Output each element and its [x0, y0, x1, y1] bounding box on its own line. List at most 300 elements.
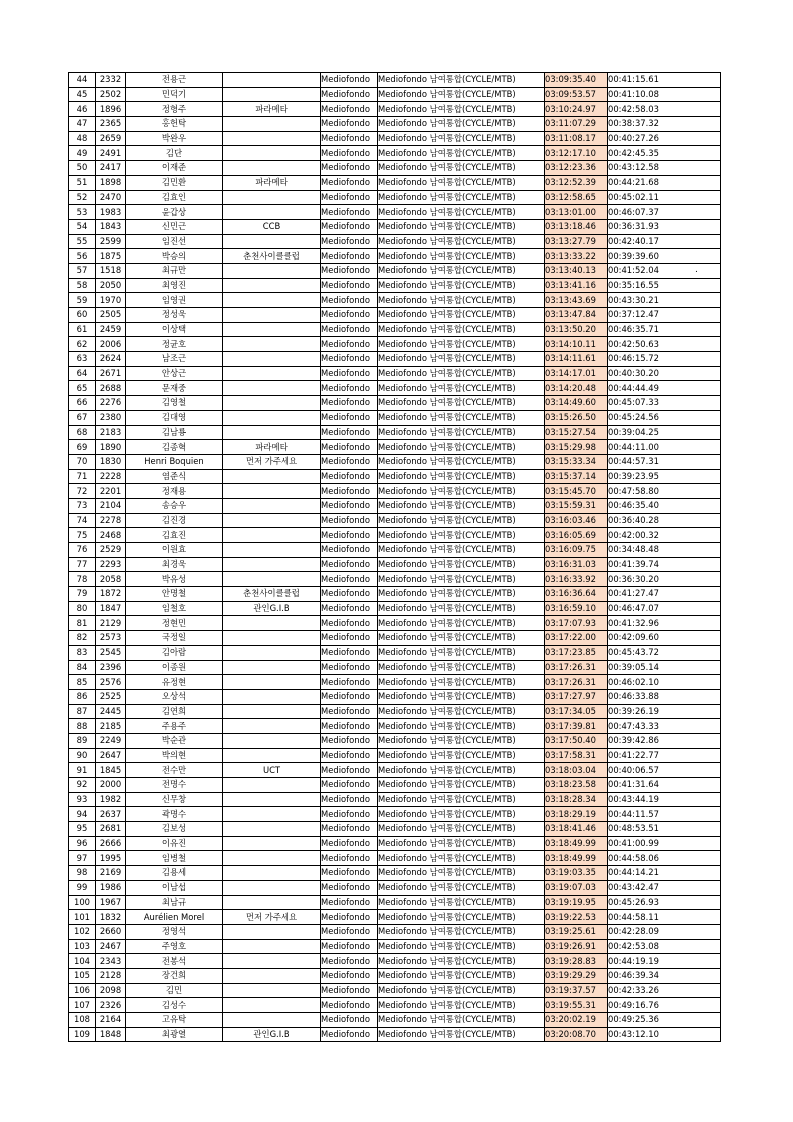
gap-time-cell: 00:43:12.58 [608, 161, 721, 176]
table-row [69, 249, 721, 264]
gap-time-cell: 00:42:09.60 [608, 631, 721, 646]
finish-time-cell: 03:09:35.40 [545, 73, 608, 88]
name-cell: 김효진 [126, 528, 223, 543]
category-cell: Mediofondo 남여통합(CYCLE/MTB) [378, 983, 545, 998]
name-cell: 최남규 [126, 895, 223, 910]
gap-time-cell: 00:39:42.86 [608, 733, 721, 748]
class-cell: Mediofondo [321, 719, 378, 734]
category-cell: Mediofondo 남여통합(CYCLE/MTB) [378, 263, 545, 278]
finish-time-cell: 03:17:26.31 [545, 675, 608, 690]
team-cell [223, 998, 321, 1013]
table-row [69, 396, 721, 411]
class-cell: Mediofondo [321, 675, 378, 690]
team-cell [223, 660, 321, 675]
gap-time-cell: 00:46:35.71 [608, 322, 721, 337]
category-cell: Mediofondo 남여통합(CYCLE/MTB) [378, 631, 545, 646]
finish-time-cell: 03:13:18.46 [545, 219, 608, 234]
table-row [69, 645, 721, 660]
name-cell: 정재용 [126, 484, 223, 499]
bib-cell: 2445 [96, 704, 126, 719]
category-cell: Mediofondo 남여통합(CYCLE/MTB) [378, 557, 545, 572]
rank-cell: 87 [69, 704, 96, 719]
gap-time-cell: 00:46:35.40 [608, 498, 721, 513]
category-cell: Mediofondo 남여통합(CYCLE/MTB) [378, 352, 545, 367]
team-cell [223, 425, 321, 440]
name-cell: 박순관 [126, 733, 223, 748]
name-cell: 이재준 [126, 161, 223, 176]
rank-cell: 65 [69, 381, 96, 396]
finish-time-cell: 03:16:36.64 [545, 587, 608, 602]
bib-cell: 2599 [96, 234, 126, 249]
finish-time-cell: 03:13:40.13 [545, 263, 608, 278]
class-cell: Mediofondo [321, 1027, 378, 1042]
category-cell: Mediofondo 남여통합(CYCLE/MTB) [378, 939, 545, 954]
category-cell: Mediofondo 남여통합(CYCLE/MTB) [378, 587, 545, 602]
category-cell: Mediofondo 남여통합(CYCLE/MTB) [378, 73, 545, 88]
bib-cell: 2278 [96, 513, 126, 528]
table-row [69, 792, 721, 807]
gap-time-cell: 00:47:43.33 [608, 719, 721, 734]
team-cell [223, 410, 321, 425]
table-row [69, 689, 721, 704]
rank-cell: 78 [69, 572, 96, 587]
bib-cell: 2365 [96, 117, 126, 132]
bib-cell: 2129 [96, 616, 126, 631]
class-cell: Mediofondo [321, 587, 378, 602]
class-cell: Mediofondo [321, 410, 378, 425]
rank-cell: 103 [69, 939, 96, 954]
category-cell: Mediofondo 남여통합(CYCLE/MTB) [378, 410, 545, 425]
gap-time-cell: 00:40:27.26 [608, 131, 721, 146]
class-cell: Mediofondo [321, 866, 378, 881]
team-cell [223, 675, 321, 690]
team-cell: 먼저 가주세요 [223, 910, 321, 925]
team-cell [223, 631, 321, 646]
category-cell: Mediofondo 남여통합(CYCLE/MTB) [378, 146, 545, 161]
class-cell: Mediofondo [321, 998, 378, 1013]
finish-time-cell: 03:14:10.11 [545, 337, 608, 352]
bib-cell: 2468 [96, 528, 126, 543]
gap-time-cell: 00:45:24.56 [608, 410, 721, 425]
gap-time-cell: 00:44:21.68 [608, 175, 721, 190]
name-cell: 민덕기 [126, 87, 223, 102]
class-cell: Mediofondo [321, 102, 378, 117]
team-cell [223, 616, 321, 631]
name-cell: 김진경 [126, 513, 223, 528]
finish-time-cell: 03:12:23.36 [545, 161, 608, 176]
name-cell: 박승의 [126, 249, 223, 264]
category-cell: Mediofondo 남여통합(CYCLE/MTB) [378, 454, 545, 469]
category-cell: Mediofondo 남여통합(CYCLE/MTB) [378, 131, 545, 146]
gap-time-cell: 00:47:58.80 [608, 484, 721, 499]
rank-cell: 49 [69, 146, 96, 161]
name-cell: 주용주 [126, 719, 223, 734]
gap-time-cell: 00:44:11.57 [608, 807, 721, 822]
category-cell: Mediofondo 남여통합(CYCLE/MTB) [378, 513, 545, 528]
team-cell [223, 234, 321, 249]
category-cell: Mediofondo 남여통합(CYCLE/MTB) [378, 498, 545, 513]
rank-cell: 95 [69, 822, 96, 837]
class-cell: Mediofondo [321, 469, 378, 484]
finish-time-cell: 03:17:50.40 [545, 733, 608, 748]
gap-time-cell: 00:43:44.19 [608, 792, 721, 807]
class-cell: Mediofondo [321, 880, 378, 895]
class-cell: Mediofondo [321, 263, 378, 278]
name-cell: 김효인 [126, 190, 223, 205]
bib-cell: 2525 [96, 689, 126, 704]
gap-time-cell: 00:38:37.32 [608, 117, 721, 132]
finish-time-cell: 03:15:29.98 [545, 440, 608, 455]
team-cell [223, 1013, 321, 1028]
name-cell: 박유성 [126, 572, 223, 587]
gap-time-cell: 00:36:30.20 [608, 572, 721, 587]
gap-time-cell: 00:45:43.72 [608, 645, 721, 660]
table-row [69, 880, 721, 895]
gap-time-cell: 00:42:40.17 [608, 234, 721, 249]
team-cell: 춘천사이클클럽 [223, 587, 321, 602]
gap-time-cell: 00:34:48.48 [608, 543, 721, 558]
category-cell: Mediofondo 남여통합(CYCLE/MTB) [378, 396, 545, 411]
class-cell: Mediofondo [321, 381, 378, 396]
finish-time-cell: 03:17:23.85 [545, 645, 608, 660]
gap-time-cell: 00:41:39.74 [608, 557, 721, 572]
bib-cell: 1830 [96, 454, 126, 469]
table-row [69, 675, 721, 690]
finish-time-cell: 03:10:24.97 [545, 102, 608, 117]
name-cell: 김용세 [126, 866, 223, 881]
team-cell [223, 337, 321, 352]
rank-cell: 91 [69, 763, 96, 778]
finish-time-cell: 03:15:33.34 [545, 454, 608, 469]
gap-time-cell: 00:44:11.00 [608, 440, 721, 455]
bib-cell: 2459 [96, 322, 126, 337]
finish-time-cell: 03:15:45.70 [545, 484, 608, 499]
class-cell: Mediofondo [321, 645, 378, 660]
rank-cell: 74 [69, 513, 96, 528]
category-cell: Mediofondo 남여통합(CYCLE/MTB) [378, 366, 545, 381]
bib-cell: 2380 [96, 410, 126, 425]
category-cell: Mediofondo 남여통합(CYCLE/MTB) [378, 968, 545, 983]
bib-cell: 2666 [96, 836, 126, 851]
table-row [69, 719, 721, 734]
name-cell: 주영호 [126, 939, 223, 954]
table-row [69, 910, 721, 925]
rank-cell: 53 [69, 205, 96, 220]
table-row [69, 87, 721, 102]
rank-cell: 68 [69, 425, 96, 440]
name-cell: 장건희 [126, 968, 223, 983]
finish-time-cell: 03:19:55.31 [545, 998, 608, 1013]
rank-cell: 108 [69, 1013, 96, 1028]
finish-time-cell: 03:19:37.57 [545, 983, 608, 998]
team-cell [223, 528, 321, 543]
category-cell: Mediofondo 남여통합(CYCLE/MTB) [378, 234, 545, 249]
team-cell [223, 278, 321, 293]
name-cell: 이종원 [126, 660, 223, 675]
class-cell: Mediofondo [321, 484, 378, 499]
rank-cell: 62 [69, 337, 96, 352]
table-row [69, 895, 721, 910]
gap-time-cell: 00:43:30.21 [608, 293, 721, 308]
table-row [69, 954, 721, 969]
finish-time-cell: 03:12:58.65 [545, 190, 608, 205]
class-cell: Mediofondo [321, 792, 378, 807]
name-cell: 김성수 [126, 998, 223, 1013]
class-cell: Mediofondo [321, 807, 378, 822]
table-row [69, 219, 721, 234]
gap-time-cell: 00:41:27.47 [608, 587, 721, 602]
rank-cell: 93 [69, 792, 96, 807]
team-cell: 관인G.I.B [223, 601, 321, 616]
finish-time-cell: 03:14:17.01 [545, 366, 608, 381]
category-cell: Mediofondo 남여통합(CYCLE/MTB) [378, 308, 545, 323]
rank-cell: 82 [69, 631, 96, 646]
table-row [69, 205, 721, 220]
finish-time-cell: 03:20:08.70 [545, 1027, 608, 1042]
finish-time-cell: 03:19:28.83 [545, 954, 608, 969]
name-cell: 임진선 [126, 234, 223, 249]
table-row [69, 968, 721, 983]
bib-cell: 2545 [96, 645, 126, 660]
category-cell: Mediofondo 남여통합(CYCLE/MTB) [378, 601, 545, 616]
finish-time-cell: 03:12:17.10 [545, 146, 608, 161]
class-cell: Mediofondo [321, 543, 378, 558]
gap-time-cell: 00:37:12.47 [608, 308, 721, 323]
name-cell: 정현민 [126, 616, 223, 631]
table-row [69, 117, 721, 132]
table-row [69, 102, 721, 117]
finish-time-cell: 03:17:58.31 [545, 748, 608, 763]
gap-time-cell: 00:39:26.19 [608, 704, 721, 719]
table-row [69, 1027, 721, 1042]
finish-time-cell: 03:17:26.31 [545, 660, 608, 675]
gap-time-cell: 00:42:00.32 [608, 528, 721, 543]
team-cell [223, 352, 321, 367]
rank-cell: 101 [69, 910, 96, 925]
table-row [69, 263, 721, 278]
bib-cell: 2128 [96, 968, 126, 983]
name-cell: 국정일 [126, 631, 223, 646]
class-cell: Mediofondo [321, 836, 378, 851]
bib-cell: 2183 [96, 425, 126, 440]
bib-cell: 2505 [96, 308, 126, 323]
team-cell [223, 73, 321, 88]
class-cell: Mediofondo [321, 601, 378, 616]
category-cell: Mediofondo 남여통합(CYCLE/MTB) [378, 190, 545, 205]
team-cell [223, 866, 321, 881]
category-cell: Mediofondo 남여통합(CYCLE/MTB) [378, 924, 545, 939]
table-row [69, 543, 721, 558]
bib-cell: 2688 [96, 381, 126, 396]
name-cell: 김민환 [126, 175, 223, 190]
name-cell: 김종혁 [126, 440, 223, 455]
table-row [69, 131, 721, 146]
finish-time-cell: 03:17:39.81 [545, 719, 608, 734]
finish-time-cell: 03:15:37.14 [545, 469, 608, 484]
name-cell: 이남섭 [126, 880, 223, 895]
class-cell: Mediofondo [321, 763, 378, 778]
finish-time-cell: 03:19:22.53 [545, 910, 608, 925]
finish-time-cell: 03:19:26.91 [545, 939, 608, 954]
gap-time-cell: 00:42:28.09 [608, 924, 721, 939]
class-cell: Mediofondo [321, 631, 378, 646]
finish-time-cell: 03:17:27.97 [545, 689, 608, 704]
finish-time-cell: 03:11:07.29 [545, 117, 608, 132]
gap-time-cell: 00:40:30.20 [608, 366, 721, 381]
gap-time-cell: 00:46:39.34 [608, 968, 721, 983]
rank-cell: 55 [69, 234, 96, 249]
name-cell: 최경욱 [126, 557, 223, 572]
class-cell: Mediofondo [321, 513, 378, 528]
team-cell [223, 484, 321, 499]
class-cell: Mediofondo [321, 366, 378, 381]
table-row [69, 528, 721, 543]
category-cell: Mediofondo 남여통합(CYCLE/MTB) [378, 102, 545, 117]
rank-cell: 54 [69, 219, 96, 234]
rank-cell: 109 [69, 1027, 96, 1042]
finish-time-cell: 03:19:07.03 [545, 880, 608, 895]
rank-cell: 89 [69, 733, 96, 748]
category-cell: Mediofondo 남여통합(CYCLE/MTB) [378, 205, 545, 220]
rank-cell: 96 [69, 836, 96, 851]
table-row [69, 425, 721, 440]
team-cell: 파라메타 [223, 440, 321, 455]
bib-cell: 2396 [96, 660, 126, 675]
team-cell [223, 293, 321, 308]
class-cell: Mediofondo [321, 161, 378, 176]
bib-cell: 2417 [96, 161, 126, 176]
finish-time-cell: 03:17:34.05 [545, 704, 608, 719]
team-cell [223, 645, 321, 660]
finish-time-cell: 03:18:23.58 [545, 778, 608, 793]
finish-time-cell: 03:13:41.16 [545, 278, 608, 293]
finish-time-cell: 03:16:33.92 [545, 572, 608, 587]
gap-time-cell: 00:44:58.06 [608, 851, 721, 866]
category-cell: Mediofondo 남여통합(CYCLE/MTB) [378, 836, 545, 851]
category-cell: Mediofondo 남여통합(CYCLE/MTB) [378, 425, 545, 440]
bib-cell: 2502 [96, 87, 126, 102]
category-cell: Mediofondo 남여통합(CYCLE/MTB) [378, 278, 545, 293]
category-cell: Mediofondo 남여통합(CYCLE/MTB) [378, 895, 545, 910]
rank-cell: 59 [69, 293, 96, 308]
name-cell: 임영권 [126, 293, 223, 308]
category-cell: Mediofondo 남여통합(CYCLE/MTB) [378, 704, 545, 719]
gap-time-cell: 00:46:07.37 [608, 205, 721, 220]
name-cell: 최영진 [126, 278, 223, 293]
gap-time-cell: 00:44:57.31 [608, 454, 721, 469]
team-cell [223, 146, 321, 161]
category-cell: Mediofondo 남여통합(CYCLE/MTB) [378, 822, 545, 837]
name-cell: 박의현 [126, 748, 223, 763]
rank-cell: 79 [69, 587, 96, 602]
finish-time-cell: 03:18:49.99 [545, 836, 608, 851]
finish-time-cell: 03:18:49.99 [545, 851, 608, 866]
gap-time-cell: 00:46:47.07 [608, 601, 721, 616]
category-cell: Mediofondo 남여통합(CYCLE/MTB) [378, 778, 545, 793]
table-row [69, 190, 721, 205]
team-cell [223, 396, 321, 411]
team-cell [223, 117, 321, 132]
category-cell: Mediofondo 남여통합(CYCLE/MTB) [378, 337, 545, 352]
finish-time-cell: 03:14:20.48 [545, 381, 608, 396]
table-row [69, 278, 721, 293]
table-row [69, 587, 721, 602]
gap-time-cell: 00:41:15.61 [608, 73, 721, 88]
name-cell: 오상석 [126, 689, 223, 704]
name-cell: 김연희 [126, 704, 223, 719]
name-cell: 박완우 [126, 131, 223, 146]
bib-cell: 2169 [96, 866, 126, 881]
table-row [69, 616, 721, 631]
team-cell [223, 498, 321, 513]
team-cell: UCT [223, 763, 321, 778]
category-cell: Mediofondo 남여통합(CYCLE/MTB) [378, 866, 545, 881]
category-cell: Mediofondo 남여통합(CYCLE/MTB) [378, 1027, 545, 1042]
finish-time-cell: 03:13:01.00 [545, 205, 608, 220]
rank-cell: 86 [69, 689, 96, 704]
gap-time-cell: 00:46:15.72 [608, 352, 721, 367]
class-cell: Mediofondo [321, 234, 378, 249]
rank-cell: 94 [69, 807, 96, 822]
table-row [69, 939, 721, 954]
category-cell: Mediofondo 남여통합(CYCLE/MTB) [378, 1013, 545, 1028]
team-cell [223, 161, 321, 176]
category-cell: Mediofondo 남여통합(CYCLE/MTB) [378, 117, 545, 132]
name-cell: Aurélien Morel [126, 910, 223, 925]
class-cell: Mediofondo [321, 572, 378, 587]
table-row [69, 234, 721, 249]
rank-cell: 83 [69, 645, 96, 660]
class-cell: Mediofondo [321, 1013, 378, 1028]
class-cell: Mediofondo [321, 748, 378, 763]
bib-cell: 1896 [96, 102, 126, 117]
gap-time-cell: 00:41:10.08 [608, 87, 721, 102]
team-cell [223, 778, 321, 793]
rank-cell: 47 [69, 117, 96, 132]
name-cell: 임병철 [126, 851, 223, 866]
gap-time-cell: 00:49:25.36 [608, 1013, 721, 1028]
class-cell: Mediofondo [321, 557, 378, 572]
bib-cell: 1843 [96, 219, 126, 234]
rank-cell: 100 [69, 895, 96, 910]
rank-cell: 66 [69, 396, 96, 411]
category-cell: Mediofondo 남여통합(CYCLE/MTB) [378, 660, 545, 675]
bib-cell: 2332 [96, 73, 126, 88]
finish-time-cell: 03:20:02.19 [545, 1013, 608, 1028]
class-cell: Mediofondo [321, 205, 378, 220]
team-cell: 먼저 가주세요 [223, 454, 321, 469]
class-cell: Mediofondo [321, 704, 378, 719]
class-cell: Mediofondo [321, 616, 378, 631]
team-cell: CCB [223, 219, 321, 234]
team-cell [223, 308, 321, 323]
bib-cell: 2659 [96, 131, 126, 146]
bib-cell: 1872 [96, 587, 126, 602]
rank-cell: 73 [69, 498, 96, 513]
category-cell: Mediofondo 남여통합(CYCLE/MTB) [378, 763, 545, 778]
name-cell: 곽명수 [126, 807, 223, 822]
name-cell: 김보성 [126, 822, 223, 837]
gap-time-cell: 00:45:07.33 [608, 396, 721, 411]
name-cell: 임철호 [126, 601, 223, 616]
name-cell: 정균호 [126, 337, 223, 352]
category-cell: Mediofondo 남여통합(CYCLE/MTB) [378, 880, 545, 895]
finish-time-cell: 03:18:03.04 [545, 763, 608, 778]
name-cell: 정형주 [126, 102, 223, 117]
class-cell: Mediofondo [321, 337, 378, 352]
results-table [68, 72, 721, 1042]
gap-time-cell: 00:43:42.47 [608, 880, 721, 895]
